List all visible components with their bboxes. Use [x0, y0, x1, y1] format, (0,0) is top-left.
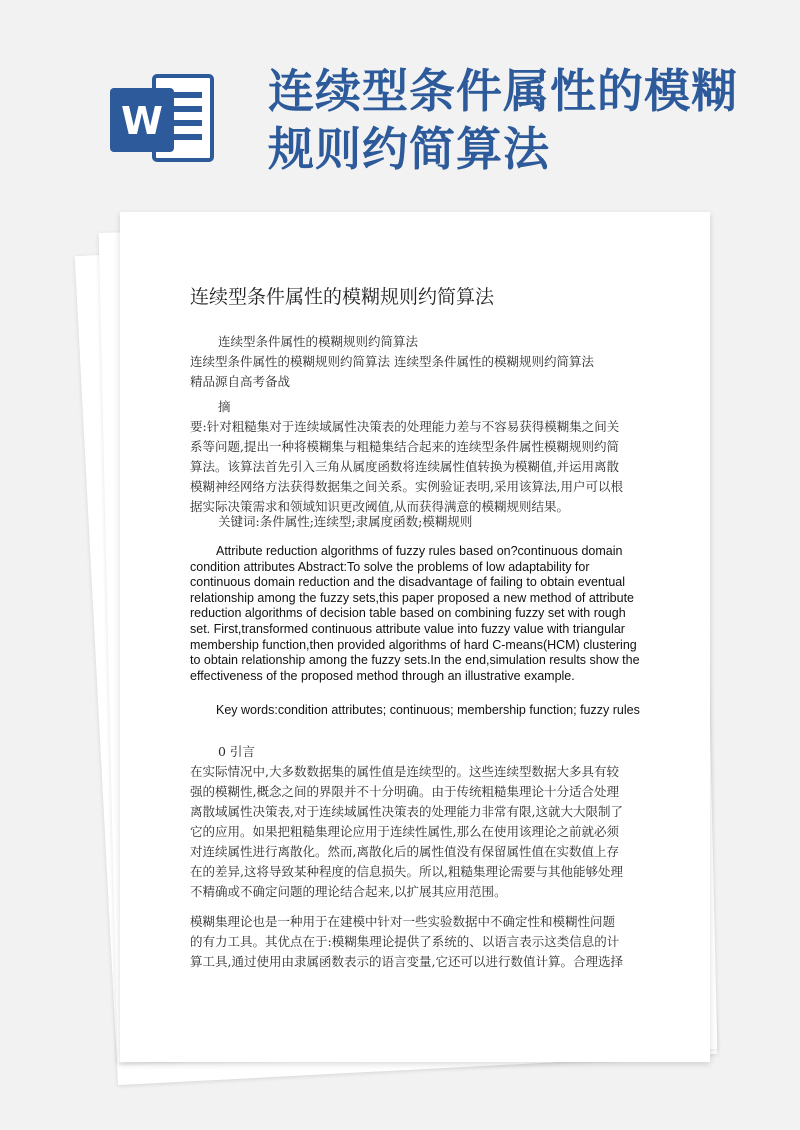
abstract-line: 算法。该算法首先引入三角从属度函数将连续属性值转换为模糊值,并运用离散 [190, 459, 619, 474]
paragraph-line: 算工具,通过使用由隶属函数表示的语言变量,它还可以进行数值计算。合理选择 [190, 954, 623, 969]
abstract-line: 模糊神经网络方法获得数据集之间关系。实例验证表明,采用该算法,用户可以根 [190, 479, 623, 494]
abstract-line: 系等问题,提出一种将模糊集与粗糙集结合起来的连续型条件属性模糊规则约简 [190, 439, 619, 454]
header-line: 连续型条件属性的模糊规则约简算法 连续型条件属性的模糊规则约简算法 [190, 354, 594, 369]
document-page [120, 212, 710, 1062]
intro-heading: 0 引言 [218, 744, 255, 759]
abstract-line: 要:针对粗糙集对于连续域属性决策表的处理能力差与不容易获得模糊集之间关 [190, 419, 620, 434]
abstract-line: 据实际决策需求和领域知识更改阈值,从而获得满意的模糊规则结果。 [190, 499, 569, 514]
intro-line: 强的模糊性,概念之间的界限并不十分明确。由于传统粗糙集理论十分适合处理 [190, 784, 619, 799]
banner-title: 连续型条件属性的模糊规则约简算法 [268, 64, 738, 176]
paragraph-line: 的有力工具。其优点在于:模糊集理论提供了系统的、以语言表示这类信息的计 [190, 934, 620, 949]
intro-line: 不精确或不确定问题的理论结合起来,以扩展其应用范围。 [190, 884, 507, 899]
word-document-icon [110, 70, 214, 166]
document-title: 连续型条件属性的模糊规则约简算法 [190, 286, 495, 308]
header-line: 连续型条件属性的模糊规则约简算法 [218, 334, 419, 349]
intro-line: 在的差异,这将导致某种程度的信息损失。所以,粗糙集理论需要与其他能够处理 [190, 864, 623, 879]
word-icon-letter: W [121, 99, 163, 143]
keywords: 关键词:条件属性;连续型;隶属度函数;模糊规则 [218, 514, 473, 529]
abstract-label: 摘 [218, 399, 231, 414]
abstract-block [190, 397, 640, 517]
paragraph-line: 模糊集理论也是一种用于在建模中针对一些实验数据中不确定性和模糊性问题 [190, 914, 616, 929]
intro-line: 离散域属性决策表,对于连续域属性决策表的处理能力非常有限,这就大大限制了 [190, 804, 623, 819]
paragraph-2 [190, 912, 640, 972]
intro-line: 在实际情况中,大多数数据集的属性值是连续型的。这些连续型数据大多具有较 [190, 764, 619, 779]
header-line: 精品源自高考备战 [190, 374, 291, 389]
intro-line: 它的应用。如果把粗糙集理论应用于连续性属性,那么在使用该理论之前就必须 [190, 824, 619, 839]
keywords-block [190, 512, 640, 532]
intro-block [190, 742, 640, 902]
intro-line: 对连续属性进行离散化。然而,离散化后的属性值没有保留属性值在实数值上存 [190, 844, 619, 859]
english-abstract: Attribute reduction algorithms of fuzzy rules based on?continuous domain condition attributes Abstract:To solve the problems of low adaptability for continuous domain reduction and the disadvantage of failing to obtain eventual relationship among the fuzzy sets,this paper proposed a new method of attribute reduction algorithms of decision table based on combining fuzzy set with rough set. First,transformed continuous attribute value into fuzzy value with triangular membership function,then provided algorithms of hard C-means(HCM) clustering to obtain relationship among the fuzzy sets.In the end,simulation results show the effectiveness of the proposed method through an illustrative example. [190, 544, 640, 683]
header-block [190, 332, 640, 392]
english-keywords: Key words:condition attributes; continuous; membership function; fuzzy rules [216, 703, 640, 717]
